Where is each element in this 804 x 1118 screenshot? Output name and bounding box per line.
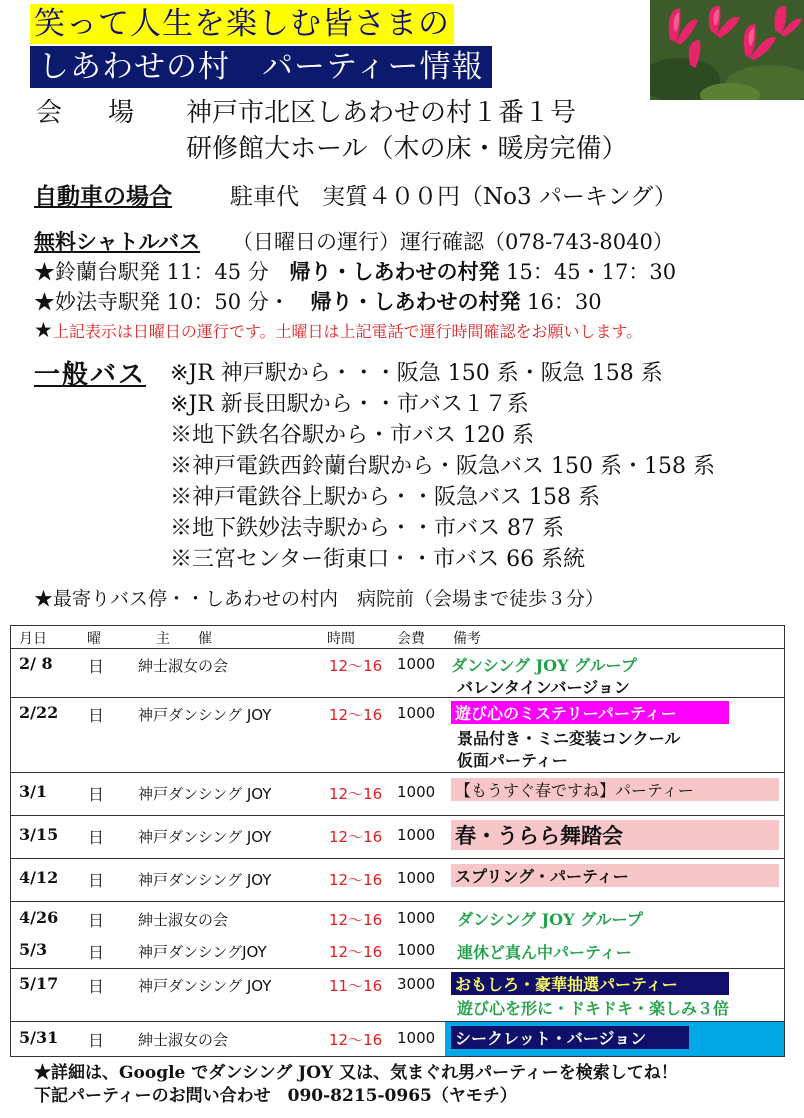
- table-row: 5/31 日 紳士淑女の会 12〜16 1000 シークレット・バージョン: [11, 1022, 784, 1056]
- table-row: 4/26 日 紳士淑女の会 12〜16 1000 ダンシング JOY グループ 5/3 日 神戸ダンシングJOY 12〜16 1000 連休ど真ん中パーティー: [11, 902, 784, 969]
- shuttle-heading: 無料シャトルバス: [34, 229, 201, 254]
- shuttle-line-suzurandai: ★鈴蘭台駅発 11：45 分 帰り・しあわせの村発 15：45・17：30: [34, 259, 677, 284]
- shuttle-info: （日曜日の運行）運行確認（078-743-8040）: [232, 230, 674, 254]
- table-row: 4/12 日 神戸ダンシング JOY 12〜16 1000 スプリング・パーティー: [11, 859, 784, 902]
- car-parking-text: 駐車代 実質４００円（No3 パーキング）: [230, 184, 677, 210]
- table-row: 3/15 日 神戸ダンシング JOY 12〜16 1000 春・うらら舞踏会: [11, 816, 784, 859]
- star-icon: ★: [34, 290, 55, 314]
- general-bus-heading: 一般バス: [34, 360, 147, 390]
- bus-route: ※地下鉄名谷駅から・市バス 120 系: [170, 423, 534, 448]
- header-time: 時間: [327, 631, 355, 647]
- title-line1: 笑って人生を楽しむ皆さまの: [30, 4, 454, 44]
- bus-route: ※JR 新長田駅から・・市バス１７系: [170, 392, 529, 417]
- header-host: 主 催: [156, 631, 212, 647]
- bus-route: ※神戸電鉄西鈴蘭台駅から・阪急バス 150 系・158 系: [170, 454, 715, 479]
- shuttle-line-myohoji: ★妙法寺駅発 10：50 分・ 帰り・しあわせの村発 16：30: [34, 289, 602, 314]
- table-row: 2/ 8 日 紳士淑女の会 12〜16 1000 ダンシング JOY グループ バレンタインバージョン: [11, 649, 784, 698]
- bus-route: ※三宮センター街東口・・市バス 66 系統: [170, 547, 586, 572]
- schedule-table: [10, 625, 785, 1057]
- shuttle-note: ★上記表示は日曜日の運行です。土曜日は上記電話で運行時間確認をお願いします。: [34, 318, 643, 342]
- bus-route: ※神戸電鉄谷上駅から・・阪急バス 158 系: [170, 485, 600, 510]
- table-row: 2/22 日 神戸ダンシング JOY 12〜16 1000 遊び心のミステリーパーティー 景品付き・ミニ変装コンクール 仮面パーティー: [11, 698, 784, 773]
- flower-photo: [650, 0, 804, 100]
- table-header: [11, 626, 784, 649]
- venue-label: 会 場: [36, 98, 145, 128]
- bus-route: ※JR 神戸駅から・・・阪急 150 系・阪急 158 系: [170, 361, 663, 386]
- venue-address: 神戸市北区しあわせの村１番１号: [186, 98, 577, 128]
- nearest-bus-stop: ★最寄りバス停・・しあわせの村内 病院前（会場まで徒歩３分）: [34, 588, 605, 610]
- header-day: 曜: [87, 631, 101, 647]
- footer-contact: 下記パーティーのお問い合わせ 090-8215-0965（ヤモチ）: [34, 1086, 517, 1106]
- title-line2: しあわせの村 パーティー情報: [30, 46, 492, 88]
- header-fee: 会費: [397, 631, 425, 647]
- venue-hall: 研修館大ホール（木の床・暖房完備）: [186, 134, 628, 164]
- car-heading: 自動車の場合: [34, 183, 172, 210]
- table-row: 5/17 日 神戸ダンシング JOY 11〜16 3000 おもしろ・豪華抽選パーティー 遊び心を形に・ドキドキ・楽しみ３倍: [11, 969, 784, 1022]
- star-icon: ★: [34, 260, 55, 284]
- header-note: 備考: [453, 631, 481, 647]
- header-date: 月日: [19, 631, 47, 647]
- table-row: 3/1 日 神戸ダンシング JOY 12〜16 1000 【もうすぐ春ですね】パーティー: [11, 773, 784, 816]
- footer-line1: ★詳細は、Google でダンシング JOY 又は、気まぐれ男パーティーを検索してね！: [34, 1063, 678, 1083]
- star-icon: ★: [34, 318, 53, 342]
- bus-route: ※地下鉄妙法寺駅から・・市バス 87 系: [170, 516, 564, 541]
